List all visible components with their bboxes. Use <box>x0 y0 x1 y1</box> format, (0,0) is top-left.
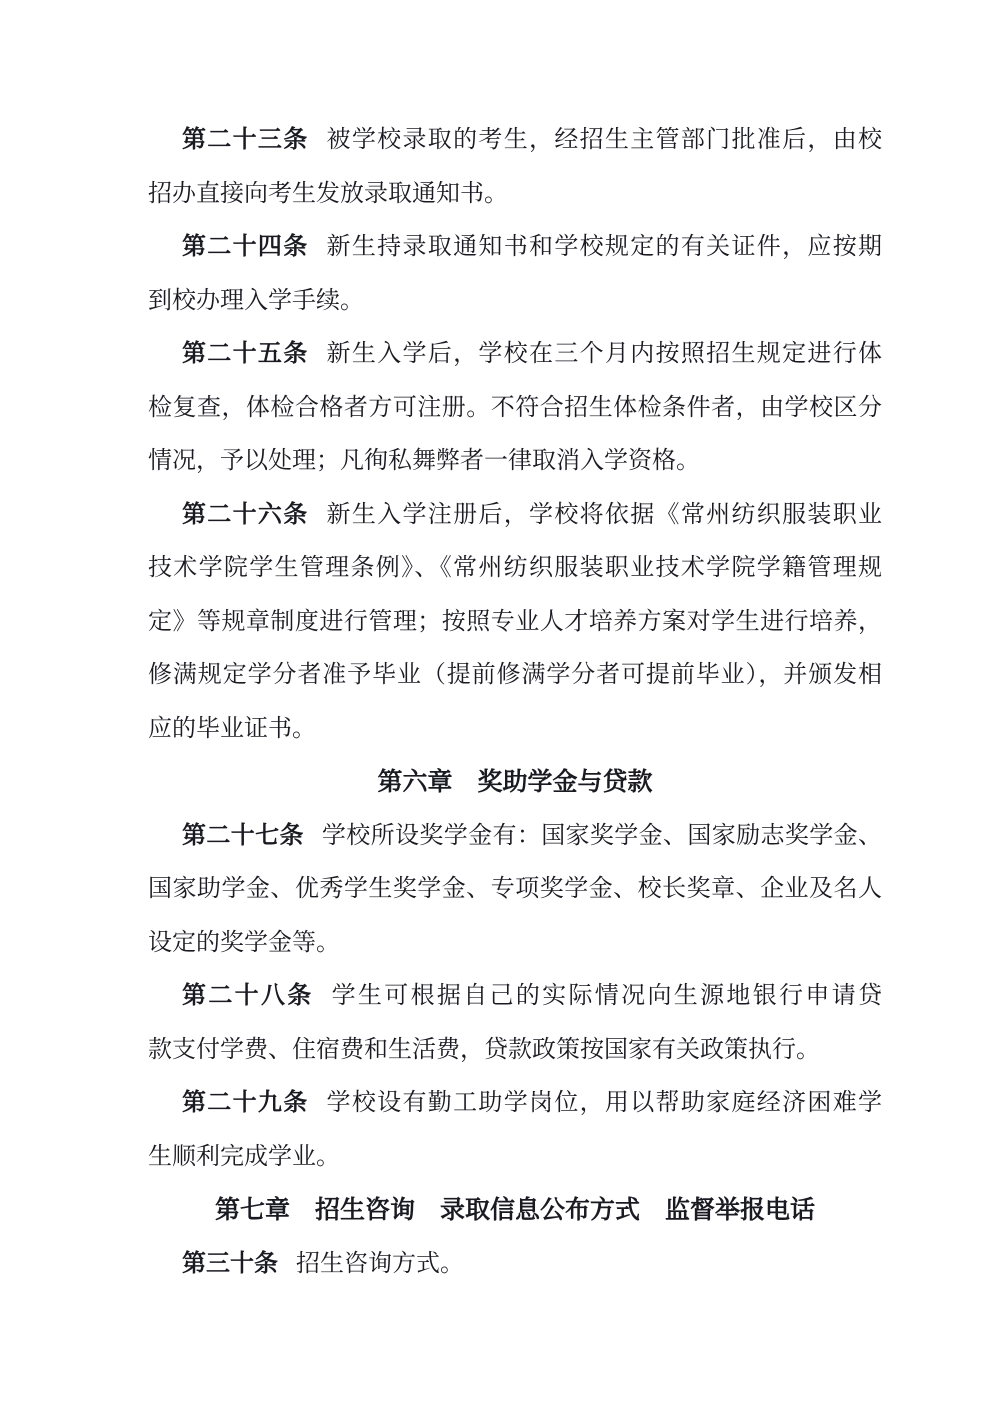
paragraph-line <box>148 970 882 1024</box>
paragraph-text: 新生入学注册后，学校将依据《常州纺织服装职业 <box>326 501 883 528</box>
paragraph-line <box>148 1077 882 1131</box>
article-number-lead: 第二十三条 <box>182 127 309 153</box>
chapter-heading: 第六章 奖助学金与贷款 <box>377 769 653 796</box>
paragraph-text: 修满规定学分者准予毕业（提前修满学分者可提前毕业），并颁发相 <box>148 662 882 688</box>
paragraph-text: 款支付学费、住宿费和生活费，贷款政策按国家有关政策执行。 <box>148 1036 820 1063</box>
paragraph-text: 生顺利完成学业。 <box>148 1143 340 1170</box>
paragraph-text: 被学校录取的考生，经招生主管部门批准后，由校 <box>326 127 883 153</box>
paragraph-text: 学校所设奖学金有：国家奖学金、国家励志奖学金、 <box>321 822 883 849</box>
paragraph-line <box>148 649 882 703</box>
chapter-heading: 第七章 招生咨询 录取信息公布方式 监督举报电话 <box>214 1197 815 1224</box>
paragraph-text: 新生入学后，学校在三个月内按照招生规定进行体 <box>326 341 883 367</box>
paragraph-text: 招办直接向考生发放录取通知书。 <box>148 180 508 207</box>
paragraph-text: 应的毕业证书。 <box>148 715 316 742</box>
paragraph-line <box>148 596 882 650</box>
paragraph-line <box>148 221 882 275</box>
article-number-lead: 第三十条 <box>182 1250 278 1277</box>
paragraph-line <box>148 863 882 917</box>
article-number-lead: 第二十四条 <box>182 234 309 260</box>
paragraph-line <box>148 114 882 168</box>
paragraph-line <box>148 1131 882 1185</box>
paragraph-line <box>148 328 882 382</box>
paragraph-text: 学校设有勤工助学岗位，用以帮助家庭经济困难学 <box>326 1090 883 1116</box>
paragraph-text: 检复查，体检合格者方可注册。不符合招生体检条件者，由学校区分 <box>148 394 882 421</box>
paragraph-text: 国家助学金、优秀学生奖学金、专项奖学金、校长奖章、企业及名人 <box>148 876 882 902</box>
article-number-lead: 第二十九条 <box>182 1090 309 1116</box>
article-number-lead: 第二十五条 <box>182 341 309 367</box>
article-number-lead: 第二十七条 <box>182 822 304 849</box>
article-number-lead: 第二十六条 <box>182 501 309 528</box>
paragraph-text: 新生持录取通知书和学校规定的有关证件，应按期 <box>326 234 883 260</box>
paragraph-line <box>148 489 882 543</box>
paragraph-text: 定》等规章制度进行管理；按照专业人才培养方案对学生进行培养， <box>148 608 882 635</box>
paragraph-line <box>148 542 882 596</box>
paragraph-text: 设定的奖学金等。 <box>148 929 340 956</box>
paragraph-line <box>148 917 882 971</box>
paragraph-line <box>148 168 882 222</box>
paragraph-text: 招生咨询方式。 <box>296 1250 464 1277</box>
paragraph-line <box>148 1024 882 1078</box>
paragraph-line <box>148 1238 882 1292</box>
paragraph-text: 学生可根据自己的实际情况向生源地银行申请贷 <box>331 983 883 1009</box>
paragraph-line <box>148 382 882 436</box>
article-number-lead: 第二十八条 <box>182 983 314 1009</box>
paragraph-text: 情况，予以处理；凡徇私舞弊者一律取消入学资格。 <box>148 448 700 474</box>
paragraph-line <box>148 703 882 757</box>
paragraph-text: 技术学院学生管理条例》、《常州纺织服装职业技术学院学籍管理规 <box>148 555 882 581</box>
paragraph-line <box>148 275 882 329</box>
paragraph-text: 到校办理入学手续。 <box>148 287 364 314</box>
paragraph-line <box>148 435 882 489</box>
paragraph-line <box>148 810 882 864</box>
